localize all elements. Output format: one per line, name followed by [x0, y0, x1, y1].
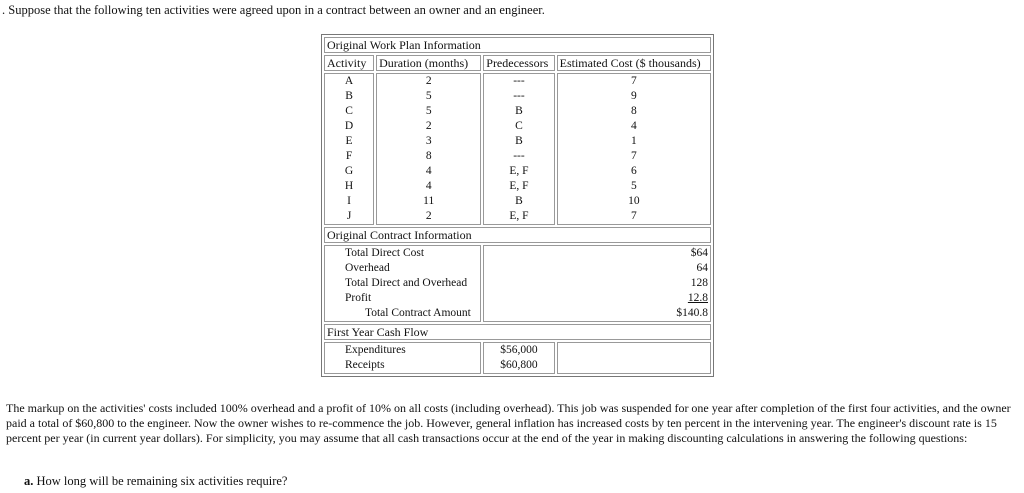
duration-cell: 3 — [425, 135, 432, 147]
header-estimated-cost: Estimated Cost ($ thousands) — [557, 55, 711, 71]
cost-cell: 7 — [630, 75, 637, 87]
header-activity: Activity — [324, 55, 374, 71]
predecessor-cell: --- — [513, 90, 525, 102]
contract-data-table — [321, 34, 714, 377]
duration-cell: 11 — [423, 195, 435, 207]
predecessor-cell: C — [515, 120, 523, 132]
cost-cell: 7 — [630, 210, 637, 222]
predecessor-cell: --- — [513, 75, 525, 87]
cash-flow-title: First Year Cash Flow — [324, 324, 711, 340]
total-direct-overhead-label: Total Direct and Overhead — [345, 277, 468, 289]
duration-cell: 8 — [425, 150, 432, 162]
cost-cell: 7 — [630, 150, 637, 162]
predecessor-cell: B — [515, 195, 523, 207]
work-plan-title: Original Work Plan Information — [324, 37, 711, 53]
expenditures-value: $56,000 — [500, 344, 538, 356]
cost-cell: 10 — [628, 195, 640, 207]
total-direct-cost-value: $64 — [690, 247, 708, 259]
cost-cell: 4 — [630, 120, 637, 132]
predecessor-cell: E, F — [509, 180, 529, 192]
predecessor-cell: --- — [513, 150, 525, 162]
expenditures-label: Expenditures — [345, 344, 406, 356]
duration-cell: 2 — [425, 75, 432, 87]
duration-cell: 2 — [425, 210, 432, 222]
duration-cell: 5 — [425, 105, 432, 117]
header-duration: Duration (months) — [376, 55, 481, 71]
duration-cell: 2 — [425, 120, 432, 132]
intro-text: . Suppose that the following ten activities were agreed upon in a contract between an owner and an engineer. — [2, 3, 545, 17]
predecessors-column — [483, 73, 554, 225]
contract-info-title: Original Contract Information — [324, 227, 711, 243]
cash-flow-labels — [324, 342, 481, 374]
activity-cell: B — [345, 90, 353, 102]
profit-value: 12.8 — [687, 292, 708, 304]
activity-cell: J — [346, 210, 352, 222]
activity-column — [324, 73, 374, 225]
predecessor-cell: E, F — [509, 210, 529, 222]
question-a — [24, 474, 287, 489]
activity-cell: F — [345, 150, 353, 162]
activity-cell: H — [344, 180, 354, 192]
duration-cell: 4 — [425, 165, 432, 177]
cost-cell: 1 — [630, 135, 637, 147]
duration-column — [376, 73, 481, 225]
total-direct-cost-label: Total Direct Cost — [345, 247, 425, 259]
header-predecessors: Predecessors — [483, 55, 554, 71]
overhead-value: 64 — [696, 262, 708, 274]
predecessor-cell: B — [515, 135, 523, 147]
profit-label: Profit — [345, 292, 372, 304]
predecessor-cell: B — [515, 105, 523, 117]
data-table-container — [321, 34, 714, 377]
overhead-label: Overhead — [345, 262, 390, 274]
duration-cell: 5 — [425, 90, 432, 102]
activity-cell: G — [344, 165, 354, 177]
activity-cell: C — [345, 105, 353, 117]
total-direct-overhead-value: 128 — [690, 277, 708, 289]
activity-cell: A — [344, 75, 354, 87]
receipts-value: $60,800 — [500, 359, 538, 371]
total-contract-amount-label: Total Contract Amount — [365, 307, 471, 319]
cost-cell: 5 — [630, 180, 637, 192]
activity-cell: D — [344, 120, 354, 132]
cost-column — [557, 73, 711, 225]
predecessor-cell: E, F — [509, 165, 529, 177]
contract-labels — [324, 245, 481, 322]
activity-cell: I — [347, 195, 351, 207]
cost-cell: 9 — [630, 90, 637, 102]
cash-flow-empty-cell — [557, 342, 711, 374]
receipts-label: Receipts — [345, 359, 385, 371]
total-contract-amount-value: $140.8 — [676, 307, 708, 319]
contract-values — [483, 245, 711, 322]
cost-cell: 8 — [630, 105, 637, 117]
cash-flow-values — [483, 342, 554, 374]
question-a-text: How long will be remaining six activities require? — [36, 474, 288, 488]
activity-cell: E — [345, 135, 353, 147]
problem-paragraph: The markup on the activities' costs included 100% overhead and a profit of 10% on all costs (including overhead). This job was suspended for one year after completion of the first four activities, and the owner paid a total of $60,800 to the engineer. Now the owner wishes to re-commence the job. However, general inflation has increased costs by ten percent in the intervening year. The engineer's discount rate is 15 percent per year (in current year dollars). For simplicity, you may assume that all cash transactions occur at the end of the year in making discounting calculations in answering the following questions: — [6, 401, 1011, 445]
question-a-letter: a. — [24, 474, 34, 488]
cost-cell: 6 — [630, 165, 637, 177]
duration-cell: 4 — [425, 180, 432, 192]
